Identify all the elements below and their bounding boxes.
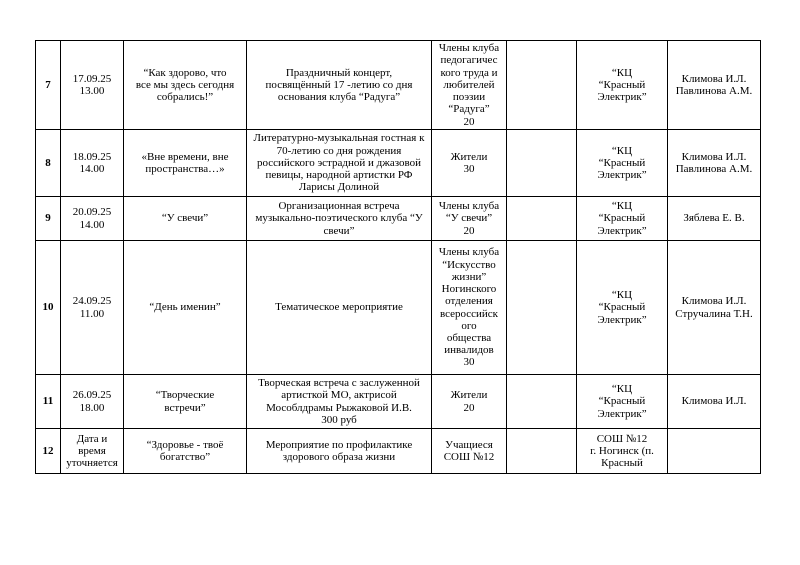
event-datetime: 17.09.25 13.00 [61, 41, 124, 130]
event-title: “Как здорово, что все мы здесь сегодня собрались!” [124, 41, 247, 130]
event-datetime: 24.09.25 11.00 [61, 241, 124, 375]
event-datetime: Дата и время уточняется [61, 429, 124, 474]
event-responsible: Зяблева Е. В. [668, 197, 761, 241]
event-audience: Члены клуба “Искусство жизни” Ногинского отделения всероссийск ого общества инвалидов 30 [432, 241, 507, 375]
event-title: “День именин” [124, 241, 247, 375]
event-description: Тематическое мероприятие [247, 241, 432, 375]
event-title: “У свечи” [124, 197, 247, 241]
table-row [36, 197, 761, 241]
event-description: Праздничный концерт, посвящённый 17 -летию со дня основания клуба “Радуга” [247, 41, 432, 130]
table-row [36, 130, 761, 197]
empty-cell [507, 375, 577, 429]
event-audience: Члены клуба педогагичес кого труда и любителей поэзии “Радуга” 20 [432, 41, 507, 130]
event-datetime: 26.09.25 18.00 [61, 375, 124, 429]
table-row [36, 375, 761, 429]
event-description: Организационная встреча музыкально-поэтического клуба “У свечи” [247, 197, 432, 241]
empty-cell [507, 241, 577, 375]
event-venue: “КЦ “Красный Электрик” [577, 197, 668, 241]
event-title: «Вне времени, вне пространства…» [124, 130, 247, 197]
event-title: “Творческие встречи” [124, 375, 247, 429]
event-datetime: 18.09.25 14.00 [61, 130, 124, 197]
event-responsible: Климова И.Л. Павлинова А.М. [668, 130, 761, 197]
table-row [36, 41, 761, 130]
event-description: Творческая встреча с заслуженной артисткой МО, актрисой Мособлдрамы Рыжаковой И.В. 300 руб [247, 375, 432, 429]
event-datetime: 20.09.25 14.00 [61, 197, 124, 241]
event-audience: Жители 20 [432, 375, 507, 429]
event-responsible: Климова И.Л. [668, 375, 761, 429]
schedule-table [35, 40, 761, 474]
event-description: Мероприятие по профилактике здорового образа жизни [247, 429, 432, 474]
table-row [36, 429, 761, 474]
empty-cell [507, 429, 577, 474]
row-number: 8 [36, 130, 61, 197]
event-responsible [668, 429, 761, 474]
event-responsible: Климова И.Л. Стручалина Т.Н. [668, 241, 761, 375]
empty-cell [507, 197, 577, 241]
event-venue: “КЦ “Красный Электрик” [577, 241, 668, 375]
row-number: 11 [36, 375, 61, 429]
event-audience: Члены клуба “У свечи” 20 [432, 197, 507, 241]
event-responsible: Климова И.Л. Павлинова А.М. [668, 41, 761, 130]
event-description: Литературно-музыкальная гостная к 70-летию со дня рождения российского эстрадной и джазовой певицы, народной артистки РФ Ларисы Долиной [247, 130, 432, 197]
empty-cell [507, 41, 577, 130]
row-number: 10 [36, 241, 61, 375]
event-venue: “КЦ “Красный Электрик” [577, 41, 668, 130]
row-number: 7 [36, 41, 61, 130]
event-audience: Учащиеся СОШ №12 [432, 429, 507, 474]
row-number: 12 [36, 429, 61, 474]
event-venue: “КЦ “Красный Электрик” [577, 375, 668, 429]
table-row [36, 241, 761, 375]
row-number: 9 [36, 197, 61, 241]
event-audience: Жители 30 [432, 130, 507, 197]
event-title: “Здоровье - твоё богатство” [124, 429, 247, 474]
event-venue: СОШ №12 г. Ногинск (п. Красный [577, 429, 668, 474]
event-venue: “КЦ “Красный Электрик” [577, 130, 668, 197]
empty-cell [507, 130, 577, 197]
